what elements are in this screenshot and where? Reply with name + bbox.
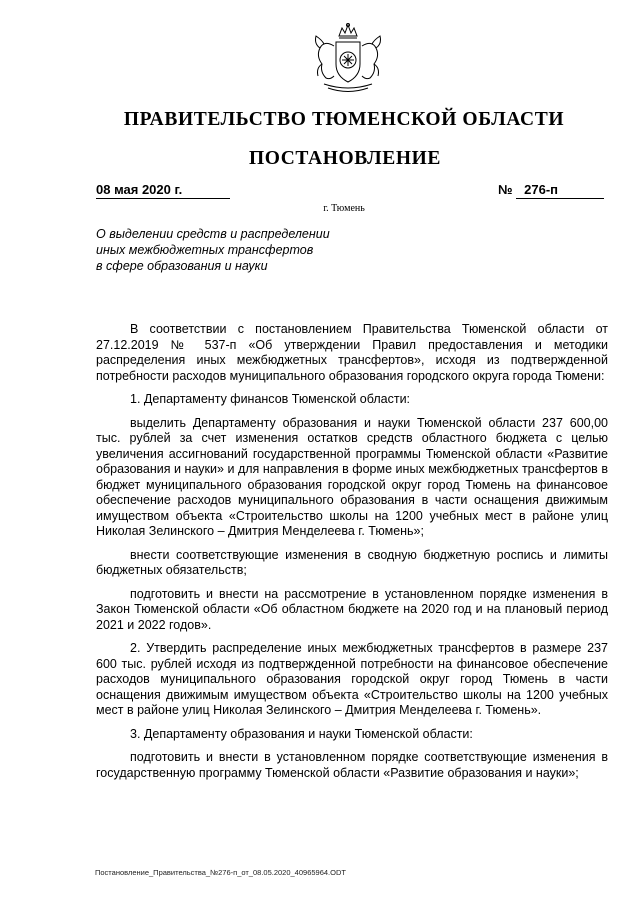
paragraph: 2. Утвердить распределение иных межбюджетных трансфертов в размере 237 600 тыс. рублей исходя из подтвержденной потребности на финансовое обеспечение расходов муниципального образования городской округ город Тюмень в части оснащения движимым имуществом объекта «Строительство школы на 1200 учебных мест в районе улиц Николая Зелинского – Дмитрия Менделеева г. Тюмень». [96,641,608,717]
number-value: 276-п [516,182,604,199]
tyumen-coat-of-arms-icon [306,22,390,96]
number-label: № [498,182,513,197]
document-number [498,182,604,199]
paragraph: В соответствии с постановлением Правительства Тюменской области от 27.12.2019 № 537-п «Об утверждении Правил предоставления и методики распределения иных межбюджетных трансфертов», исходя из подтвержденной потребности расходов муниципального образования городского округа города Тюмени: [96,322,608,383]
paragraph: 1. Департаменту финансов Тюменской области: [130,392,411,406]
footer-filename: Постановление_Правительства_№276-п_от_08.05.2020_40965964.ODT [95,868,346,877]
government-title: ПРАВИТЕЛЬСТВО ТЮМЕНСКОЙ ОБЛАСТИ [123,109,565,130]
subject-line: О выделении средств и распределении [96,227,330,241]
paragraph: подготовить и внести на рассмотрение в установленном порядке изменения в Закон Тюменской области «Об областном бюджете на 2020 год и на плановый период 2021 и 2022 годов». [96,586,608,632]
document-type: ПОСТАНОВЛЕНИЕ [248,148,442,169]
document-date: 08 мая 2020 г. [96,182,230,199]
paragraph: выделить Департаменту образования и науки Тюменской области 237 600,00 тыс. рублей за счет изменения остатков средств областного бюджета с целью увеличения ассигнований государственной программы Тюменской области «Развитие образования и науки» и для направления в форме иных межбюджетных трансфертов в бюджет муниципального образования городской округ город Тюмень на финансовое обеспечение расходов муниципального образования в части оснащения движимым имуществом объекта «Строительство школы на 1200 учебных мест в районе улиц Николая Зелинского – Дмитрия Менделеева г. Тюмень»; [96,415,608,538]
city: г. Тюмень [323,203,365,214]
subject-line: в сфере образования и науки [96,259,268,273]
paragraph: внести соответствующие изменения в сводную бюджетную роспись и лимиты бюджетных обязательств; [96,547,608,577]
document-subject [96,226,396,274]
document-body [96,322,608,789]
paragraph: подготовить и внести в установленном порядке соответствующие изменения в государственную программу Тюменской области «Развитие образования и науки»; [96,750,608,780]
subject-line: иных межбюджетных трансфертов [96,243,314,257]
paragraph: 3. Департаменту образования и науки Тюменской области: [130,726,473,741]
